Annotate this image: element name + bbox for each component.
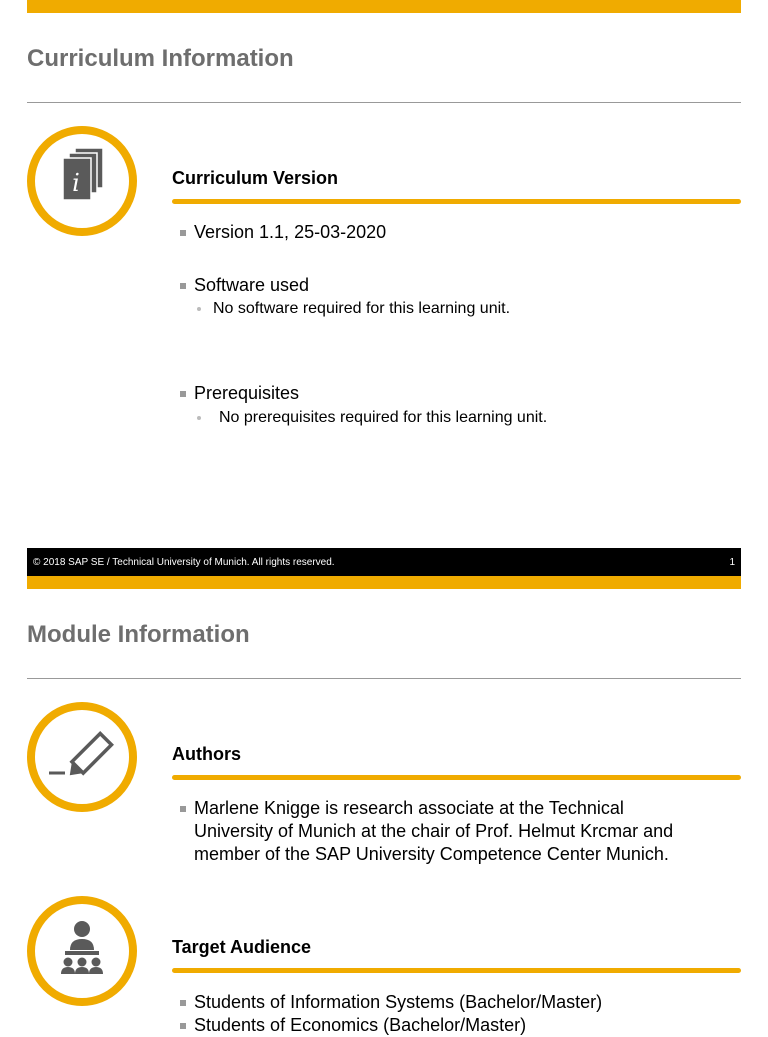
bullet-marker xyxy=(197,307,201,311)
list-item: Students of Information Systems (Bachelor/Master) xyxy=(180,991,602,1014)
slide-footer xyxy=(27,548,741,576)
bullet-marker xyxy=(180,806,186,812)
title-divider xyxy=(27,678,741,679)
page-title: Curriculum Information xyxy=(27,45,294,72)
section-underline xyxy=(172,775,741,780)
bullet-marker xyxy=(180,283,186,289)
section-underline xyxy=(172,199,741,204)
info-documents-icon xyxy=(27,126,137,236)
list-item: Version 1.1, 25-03-2020 xyxy=(180,221,386,244)
section-heading-target-audience: Target Audience xyxy=(172,937,312,957)
sub-list-item: No prerequisites required for this learning unit. xyxy=(197,408,547,428)
top-accent-bar xyxy=(27,0,741,13)
svg-text:i: i xyxy=(72,169,80,197)
bullet-marker xyxy=(180,1000,186,1006)
top-accent-bar xyxy=(27,576,741,589)
list-item: Prerequisites xyxy=(180,382,299,405)
list-item: Students of Economics (Bachelor/Master) xyxy=(180,1014,526,1037)
title-divider xyxy=(27,102,741,103)
presenter-audience-icon xyxy=(27,896,137,1006)
section-heading-authors: Authors xyxy=(172,744,241,764)
page-number: 1 xyxy=(729,557,735,568)
section-heading-curriculum-version: Curriculum Version xyxy=(172,168,339,188)
bullet-marker xyxy=(197,416,201,420)
footer-copyright: © 2018 SAP SE / Technical University of Munich. All rights reserved. xyxy=(33,557,335,568)
pencil-edit-icon xyxy=(27,702,137,812)
sub-list-item: No software required for this learning unit. xyxy=(197,299,510,319)
list-item: Software used xyxy=(180,274,309,297)
slide-module-information xyxy=(0,576,768,1035)
bullet-marker xyxy=(180,1023,186,1029)
bullet-marker xyxy=(180,230,186,236)
page-title: Module Information xyxy=(27,621,250,648)
bullet-marker xyxy=(180,391,186,397)
section-underline xyxy=(172,968,741,973)
list-item: Marlene Knigge is research associate at the Technical University of Munich at the chair of Prof. Helmut Krcmar and member of the SAP University Competence Center Munich. xyxy=(180,797,673,866)
